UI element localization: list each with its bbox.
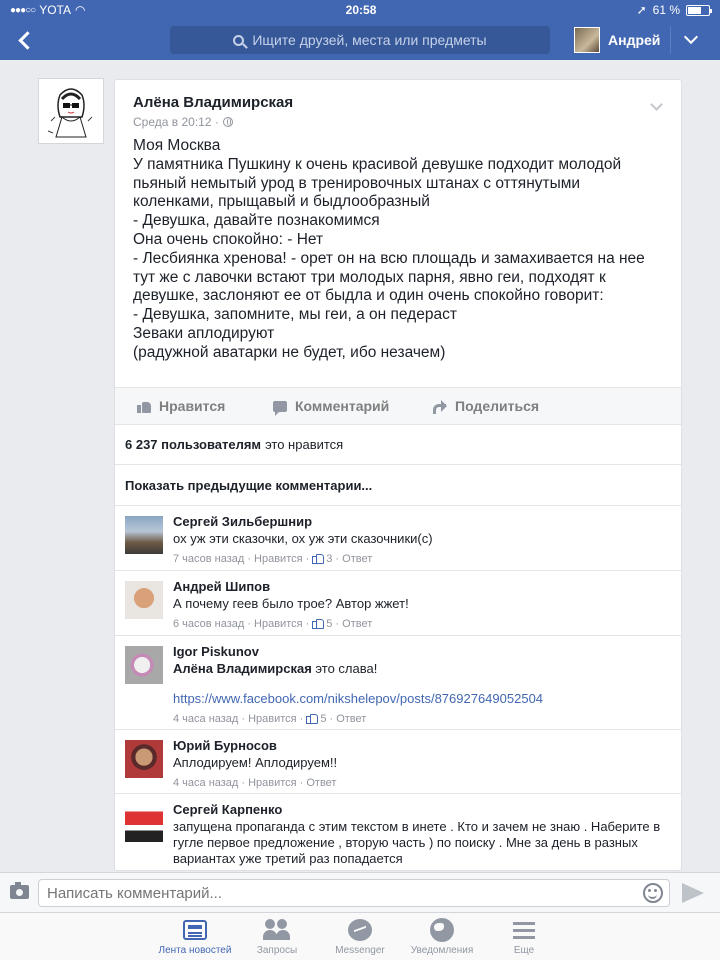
commenter-avatar[interactable] xyxy=(125,581,163,619)
comment-item xyxy=(115,506,682,571)
comment-like-link[interactable]: Нравится · xyxy=(248,777,304,789)
post-line: Моя Москва xyxy=(133,137,221,154)
search-placeholder: Ищите друзей, места или предметы xyxy=(252,32,487,48)
comment-like-link[interactable]: Нравится · xyxy=(248,713,304,725)
tab-messenger[interactable] xyxy=(315,917,405,956)
commenter-avatar[interactable] xyxy=(125,740,163,778)
clock: 20:58 xyxy=(345,3,377,17)
news-feed-icon xyxy=(183,920,207,940)
commenter-name[interactable]: Юрий Бурносов xyxy=(173,738,277,753)
signal-icon: ●●●○○ xyxy=(10,4,36,16)
likes-suffix: это нравится xyxy=(265,437,344,452)
search-icon xyxy=(233,35,244,46)
thumbs-up-icon xyxy=(137,400,151,413)
status-bar xyxy=(0,0,720,20)
comment-text: А почему геев было трое? Автор жжет! xyxy=(173,596,409,611)
commenter-name[interactable]: Андрей Шипов xyxy=(173,579,271,594)
author-avatar[interactable] xyxy=(38,78,104,144)
avatar xyxy=(574,27,600,53)
commenter-name[interactable]: Сергей Зильбершнир xyxy=(173,514,313,529)
nav-row xyxy=(0,20,720,60)
comment-item xyxy=(115,794,682,871)
commenter-name[interactable]: Сергей Карпенко xyxy=(173,802,283,817)
post-line: - Девушка, давайте познакомимся xyxy=(133,212,380,230)
comment-like-link[interactable]: Нравится · xyxy=(254,553,310,565)
comment-time: 6 часов назад · xyxy=(173,618,252,630)
wifi-icon: ◠ xyxy=(74,3,86,17)
notifications-icon xyxy=(430,918,454,942)
chevron-down-icon[interactable] xyxy=(684,30,698,44)
post-line: тут же с лавочки встают три молодых парня, явно геи, подходят к девушке, заслоняют ее от быдла и один очень спокойно говорит: xyxy=(133,268,606,305)
comment-label: Комментарий xyxy=(295,398,390,414)
comment-item xyxy=(115,730,682,794)
comment-link[interactable]: https://www.facebook.com/nikshelepov/posts/876927649052504 xyxy=(173,691,544,706)
battery-icon xyxy=(686,5,710,16)
comment-text: Аплодируем! Аплодируем!! xyxy=(173,755,338,770)
comment-reply-link[interactable]: Ответ xyxy=(306,777,337,789)
send-icon[interactable] xyxy=(682,883,704,903)
tab-more[interactable] xyxy=(479,917,569,956)
bottom-tab-bar xyxy=(0,912,720,960)
tab-label: Еще xyxy=(513,945,535,956)
commenter-name[interactable]: Igor Piskunov xyxy=(173,644,259,659)
post-line: (радужной аватарки не будет, ибо незачем) xyxy=(133,343,446,361)
show-previous-comments[interactable]: Показать предыдущие комментарии... xyxy=(115,465,682,506)
tab-notifications[interactable] xyxy=(397,917,487,956)
comment-text: это слава! xyxy=(315,661,378,676)
tab-label: Messenger xyxy=(335,945,385,956)
back-button[interactable] xyxy=(12,26,36,54)
location-icon: ➚ xyxy=(636,3,647,17)
top-bar xyxy=(0,0,720,60)
post-card xyxy=(114,79,682,871)
comment-item xyxy=(115,636,682,730)
likes-count: 6 237 пользователям xyxy=(125,437,262,452)
more-menu-icon xyxy=(513,921,535,939)
post-line: - Девушка, запомните, мы геи, а он педераст xyxy=(133,306,457,324)
commenter-avatar[interactable] xyxy=(125,804,163,842)
comment-text: запущена пропаганда с этим текстом в инете . Кто и зачем не знаю . Наберите в гугле первое предложение , вторую часть ) по поиску . Мне за день в разных вариантах уже третий раз попадается xyxy=(173,819,661,866)
share-arrow-icon xyxy=(433,400,447,412)
post-author[interactable]: Алёна Владимирская xyxy=(133,94,294,111)
like-label: Нравится xyxy=(159,398,226,414)
tab-news-feed[interactable] xyxy=(150,917,240,956)
sticker-smiley-icon[interactable] xyxy=(643,883,663,903)
post-line: Она очень спокойно: - Нет xyxy=(133,230,324,248)
commenter-avatar[interactable] xyxy=(125,516,163,554)
divider xyxy=(670,26,671,54)
comment-mention[interactable]: Алёна Владимирская xyxy=(173,661,312,676)
commenter-avatar[interactable] xyxy=(125,646,163,684)
tab-label: Лента новостей xyxy=(158,945,232,956)
post-actions xyxy=(115,387,682,425)
comment-list xyxy=(115,506,682,871)
likes-summary[interactable] xyxy=(115,425,682,465)
post-text xyxy=(115,129,681,363)
comment-like-count: 3 xyxy=(326,553,333,565)
share-button[interactable] xyxy=(433,398,539,414)
like-button[interactable] xyxy=(137,398,225,414)
thumbs-up-icon xyxy=(312,554,323,564)
search-input[interactable] xyxy=(170,26,550,54)
profile-name: Андрей xyxy=(608,32,661,48)
chevron-left-icon xyxy=(18,31,36,49)
comment-text: ох уж эти сказочки, ох уж эти сказочники(с) xyxy=(173,531,433,546)
share-label: Поделиться xyxy=(455,398,540,414)
post-line: У памятника Пушкину к очень красивой девушке подходит молодой пьяный немытый урод в тренировочных штанах с оттянутыми коленками, прыщавый и быдлообразный xyxy=(133,155,622,211)
carrier-name: YOTA xyxy=(39,3,71,17)
globe-icon xyxy=(223,117,233,127)
post-line: Зеваки аплодируют xyxy=(133,324,275,342)
comment-reply-link[interactable]: · Ответ xyxy=(335,618,373,630)
profile-button[interactable] xyxy=(574,27,660,53)
comment-bubble-icon xyxy=(273,401,287,412)
comment-item xyxy=(115,571,682,636)
comment-like-count: 5 xyxy=(326,618,333,630)
tab-label: Уведомления xyxy=(410,945,474,956)
comment-composer xyxy=(0,872,720,912)
comment-input[interactable] xyxy=(38,879,670,907)
comment-time: 4 часа назад · xyxy=(173,777,246,789)
comment-time: 4 часа назад · xyxy=(173,713,246,725)
comment-like-count: 5 xyxy=(320,713,327,725)
tab-requests[interactable] xyxy=(232,917,322,956)
thumbs-up-icon xyxy=(312,619,323,629)
sketch-portrait-icon xyxy=(42,81,100,141)
friend-requests-icon xyxy=(263,919,291,941)
comment-time: 7 часов назад · xyxy=(173,553,252,565)
camera-icon[interactable] xyxy=(10,885,29,899)
battery-percent: 61 % xyxy=(652,3,680,17)
thumbs-up-icon xyxy=(306,714,317,724)
messenger-icon xyxy=(348,919,372,941)
comment-reply-link[interactable]: · Ответ xyxy=(329,713,367,725)
post-line: - Лесбиянка хренова! - орет он на всю площадь и замахивается на нее xyxy=(133,249,645,267)
tab-label: Запросы xyxy=(256,945,298,956)
comment-button[interactable] xyxy=(273,398,389,414)
comment-like-link[interactable]: Нравится · xyxy=(254,618,310,630)
comment-reply-link[interactable]: · Ответ xyxy=(335,553,373,565)
post-timestamp[interactable]: Среда в 20:12 · xyxy=(133,115,219,129)
